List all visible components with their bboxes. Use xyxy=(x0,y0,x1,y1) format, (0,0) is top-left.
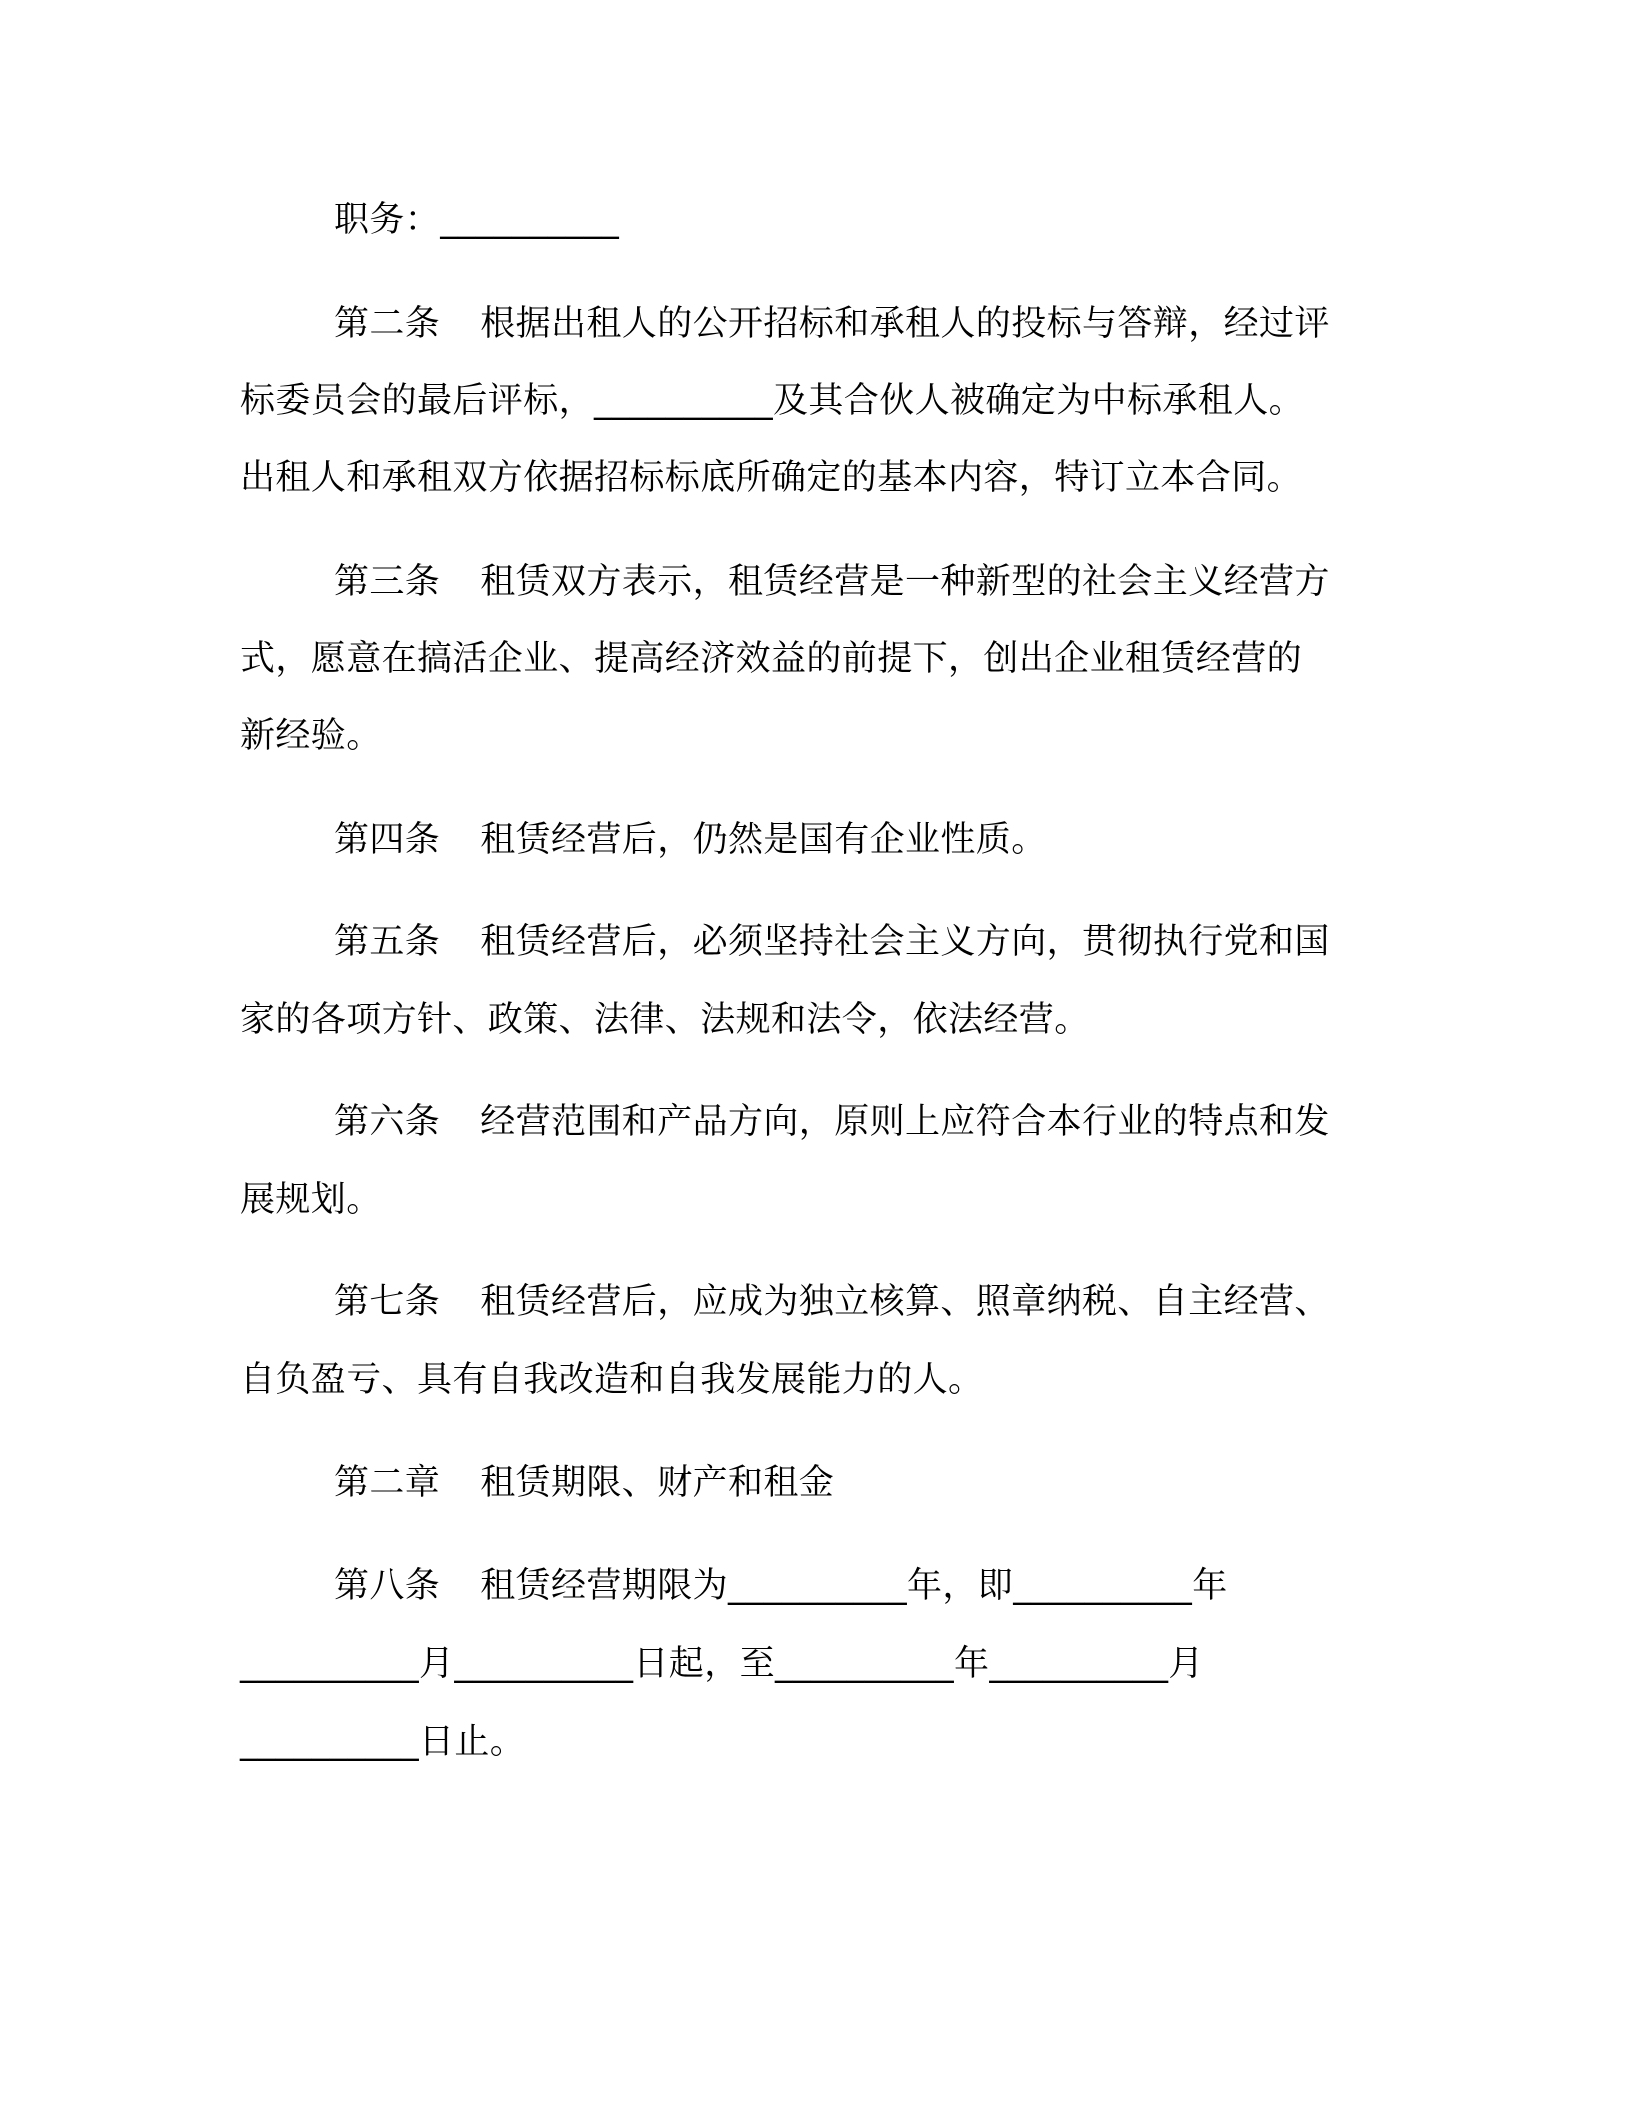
article-2-line-3 xyxy=(240,452,1302,504)
article-6-text-2: 展规划。 xyxy=(240,1180,382,1220)
article-2-text-2: 标委员会的最后评标，__________及其合伙人被确定为中标承租人。 xyxy=(240,381,1305,421)
position-text: 职务：__________ xyxy=(334,200,620,240)
article-6-line-2 xyxy=(240,1174,382,1226)
chapter-2-title: 租赁期限、财产和租金 xyxy=(480,1463,835,1503)
article-6-line-1 xyxy=(334,1096,1330,1148)
article-7-text-2: 自负盈亏、具有自我改造和自我发展能力的人。 xyxy=(240,1360,984,1400)
article-2-line-1 xyxy=(334,298,1330,350)
article-3-text-1: 租赁双方表示，租赁经营是一种新型的社会主义经营方 xyxy=(480,562,1330,602)
article-8-line-2 xyxy=(240,1638,1204,1690)
article-4-label: 第四条 xyxy=(334,820,441,860)
article-8-label: 第八条 xyxy=(334,1566,441,1606)
chapter-2-heading xyxy=(334,1457,834,1509)
article-3-line-3 xyxy=(240,710,382,762)
article-8-text-2: __________月__________日起，至__________年__________月 xyxy=(240,1644,1204,1684)
article-3-text-3: 新经验。 xyxy=(240,716,382,756)
article-4-line-1 xyxy=(334,814,1047,866)
article-2-label: 第二条 xyxy=(334,304,441,344)
article-8-line-1 xyxy=(334,1560,1228,1612)
article-7-line-2 xyxy=(240,1354,983,1406)
article-2-text-1: 根据出租人的公开招标和承租人的投标与答辩，经过评 xyxy=(480,304,1330,344)
position-line xyxy=(334,194,619,246)
article-5-label: 第五条 xyxy=(334,922,441,962)
article-5-text-2: 家的各项方针、政策、法律、法规和法令，依法经营。 xyxy=(240,1000,1090,1040)
article-3-label: 第三条 xyxy=(334,562,441,602)
article-3-line-2 xyxy=(240,633,1302,685)
article-5-line-1 xyxy=(334,916,1330,968)
article-5-line-2 xyxy=(240,994,1090,1046)
article-4-text-1: 租赁经营后，仍然是国有企业性质。 xyxy=(480,820,1047,860)
article-2-text-3: 出租人和承租双方依据招标标底所确定的基本内容，特订立本合同。 xyxy=(240,458,1303,498)
article-8-text-3: __________日止。 xyxy=(240,1722,526,1762)
article-6-text-1: 经营范围和产品方向，原则上应符合本行业的特点和发 xyxy=(480,1102,1330,1142)
article-3-line-1 xyxy=(334,556,1330,608)
article-6-label: 第六条 xyxy=(334,1102,441,1142)
article-5-text-1: 租赁经营后，必须坚持社会主义方向，贯彻执行党和国 xyxy=(480,922,1330,962)
chapter-2-label: 第二章 xyxy=(334,1463,441,1503)
article-8-text-1: 租赁经营期限为__________年，即__________年 xyxy=(480,1566,1228,1606)
article-7-line-1 xyxy=(334,1276,1330,1328)
article-8-line-3 xyxy=(240,1716,525,1768)
article-7-label: 第七条 xyxy=(334,1282,441,1322)
article-3-text-2: 式，愿意在搞活企业、提高经济效益的前提下，创出企业租赁经营的 xyxy=(240,639,1303,679)
article-2-line-2 xyxy=(240,375,1304,427)
article-7-text-1: 租赁经营后，应成为独立核算、照章纳税、自主经营、 xyxy=(480,1282,1330,1322)
